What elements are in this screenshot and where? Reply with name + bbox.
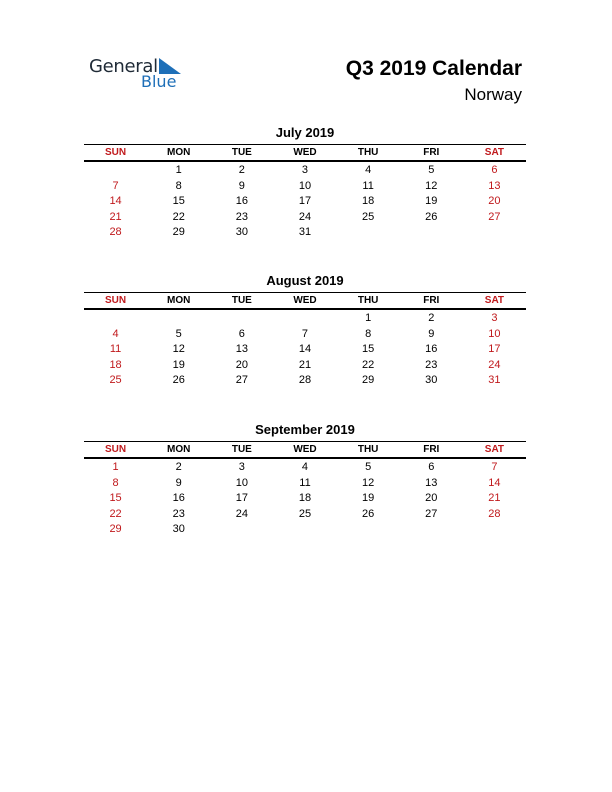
day-cell: 23 xyxy=(235,210,248,223)
day-cell: 14 xyxy=(109,195,122,207)
day-cell: 9 xyxy=(175,476,182,489)
day-cell: 18 xyxy=(109,358,122,371)
day-cell: 27 xyxy=(235,374,248,386)
weekday-label: TUE xyxy=(231,444,252,455)
day-cell xyxy=(210,311,273,327)
day-cell: 19 xyxy=(362,492,375,504)
day-cell xyxy=(463,225,526,241)
day-cell: 23 xyxy=(172,507,185,520)
day-cell xyxy=(210,522,273,538)
day-cell: 24 xyxy=(488,358,501,371)
day-cell: 11 xyxy=(109,343,122,355)
day-cell: 2 xyxy=(238,164,245,176)
day-cell xyxy=(147,311,210,327)
day-cell xyxy=(400,522,463,538)
day-cell: 2 xyxy=(428,312,435,324)
day-cell: 24 xyxy=(298,210,312,223)
week-row xyxy=(84,522,526,538)
logo-blue-text: Blue xyxy=(141,72,177,91)
day-grid xyxy=(84,162,526,241)
day-grid xyxy=(84,310,526,389)
day-cell: 10 xyxy=(488,327,501,340)
week-row xyxy=(84,225,526,241)
week-row xyxy=(84,210,526,226)
day-cell: 8 xyxy=(112,476,119,489)
weekday-label: FRI xyxy=(423,295,440,306)
day-cell: 8 xyxy=(365,327,372,340)
day-cell: 24 xyxy=(235,507,248,520)
day-cell: 3 xyxy=(301,164,309,176)
day-cell xyxy=(400,225,463,241)
day-cell: 19 xyxy=(172,358,185,371)
day-grid xyxy=(84,459,526,538)
day-cell: 30 xyxy=(425,374,438,386)
weekday-label: FRI xyxy=(423,147,440,158)
day-cell: 28 xyxy=(109,226,122,238)
day-cell: 27 xyxy=(488,210,501,223)
weekday-label: TUE xyxy=(231,295,252,306)
day-cell: 25 xyxy=(362,210,375,223)
day-cell: 25 xyxy=(298,507,312,520)
weekday-label: SAT xyxy=(484,295,505,306)
calendar-title: Q3 2019 Calendar xyxy=(345,57,522,80)
day-cell xyxy=(84,311,147,327)
day-cell: 28 xyxy=(298,374,312,386)
week-row xyxy=(84,373,526,389)
day-cell: 12 xyxy=(425,179,438,192)
week-row xyxy=(84,163,526,179)
day-cell xyxy=(463,522,526,538)
weekday-label: SAT xyxy=(484,147,505,158)
day-cell: 22 xyxy=(362,358,375,371)
weekday-header xyxy=(84,145,526,160)
day-cell: 9 xyxy=(238,179,245,192)
weekday-header xyxy=(84,442,526,457)
weekday-label: THU xyxy=(357,147,379,158)
day-cell: 16 xyxy=(425,343,438,355)
day-cell: 15 xyxy=(172,195,185,207)
day-cell: 21 xyxy=(298,358,312,371)
day-cell: 5 xyxy=(175,327,182,340)
day-cell: 7 xyxy=(301,327,309,340)
day-cell: 17 xyxy=(235,492,248,504)
day-cell: 16 xyxy=(235,195,248,207)
day-cell: 29 xyxy=(172,226,185,238)
day-cell: 1 xyxy=(365,312,372,324)
weekday-label: SAT xyxy=(484,444,505,455)
week-row xyxy=(84,460,526,476)
day-cell: 14 xyxy=(488,476,501,489)
day-cell: 29 xyxy=(362,374,375,386)
weekday-header xyxy=(84,293,526,308)
day-cell: 16 xyxy=(172,492,185,504)
day-cell: 22 xyxy=(109,507,122,520)
day-cell: 11 xyxy=(299,476,311,489)
day-cell xyxy=(84,163,147,179)
country-name: Norway xyxy=(464,85,522,104)
day-cell: 7 xyxy=(112,179,119,192)
day-cell: 26 xyxy=(425,210,438,223)
day-cell: 23 xyxy=(425,358,438,371)
day-cell: 21 xyxy=(488,492,501,504)
day-cell: 20 xyxy=(235,358,248,371)
week-row xyxy=(84,194,526,210)
day-cell: 6 xyxy=(491,164,498,176)
weekday-label: MON xyxy=(167,295,191,306)
weekday-label: SUN xyxy=(105,444,127,455)
day-cell: 12 xyxy=(362,476,375,489)
weekday-label: WED xyxy=(293,147,317,158)
month-title: August 2019 xyxy=(266,273,344,288)
month-block-september xyxy=(84,422,526,538)
month-title: July 2019 xyxy=(275,125,335,140)
day-cell: 12 xyxy=(172,343,185,355)
month-title: September 2019 xyxy=(255,422,355,437)
week-row xyxy=(84,311,526,327)
day-cell: 26 xyxy=(172,374,185,386)
day-cell: 1 xyxy=(112,461,119,473)
day-cell: 26 xyxy=(362,507,375,520)
weekday-label: SUN xyxy=(105,147,127,158)
day-cell: 4 xyxy=(301,461,309,473)
day-cell: 4 xyxy=(365,164,372,176)
week-row xyxy=(84,507,526,523)
weekday-label: MON xyxy=(167,444,191,455)
logo-general-text: General xyxy=(89,56,158,77)
day-cell: 2 xyxy=(175,461,182,473)
weekday-label: FRI xyxy=(423,444,440,455)
week-row xyxy=(84,491,526,507)
day-cell: 31 xyxy=(298,226,312,238)
week-row xyxy=(84,179,526,195)
day-cell: 4 xyxy=(112,327,119,340)
day-cell: 7 xyxy=(491,461,498,473)
weekday-label: WED xyxy=(293,444,317,455)
day-cell: 5 xyxy=(365,461,372,473)
day-cell: 10 xyxy=(298,179,312,192)
weekday-label: WED xyxy=(293,295,317,306)
day-cell: 20 xyxy=(425,492,438,504)
weekday-label: THU xyxy=(357,295,379,306)
day-cell: 13 xyxy=(488,179,501,192)
day-cell: 18 xyxy=(362,195,375,207)
weekday-label: MON xyxy=(167,147,191,158)
day-cell: 29 xyxy=(109,523,122,535)
day-cell: 9 xyxy=(428,327,435,340)
week-row xyxy=(84,342,526,358)
day-cell: 5 xyxy=(428,164,435,176)
day-cell: 3 xyxy=(238,461,245,473)
weekday-label: SUN xyxy=(105,295,127,306)
day-cell xyxy=(337,522,400,538)
day-cell: 1 xyxy=(175,164,182,176)
day-cell: 14 xyxy=(298,343,312,355)
day-cell: 17 xyxy=(488,343,501,355)
day-cell: 22 xyxy=(172,210,185,223)
day-cell: 13 xyxy=(425,476,438,489)
day-cell: 20 xyxy=(488,195,501,207)
day-cell xyxy=(273,522,336,538)
day-cell: 19 xyxy=(425,195,438,207)
day-cell: 3 xyxy=(491,312,498,324)
day-cell: 21 xyxy=(109,210,122,223)
day-cell: 31 xyxy=(488,374,501,386)
week-row xyxy=(84,358,526,374)
day-cell: 30 xyxy=(172,523,185,535)
day-cell: 18 xyxy=(298,492,312,504)
day-cell: 10 xyxy=(235,476,248,489)
day-cell: 6 xyxy=(238,327,245,340)
weekday-label: THU xyxy=(357,444,379,455)
day-cell: 6 xyxy=(428,461,435,473)
day-cell: 30 xyxy=(235,226,248,238)
day-cell: 11 xyxy=(362,179,374,192)
month-block-august xyxy=(84,273,526,389)
day-cell: 13 xyxy=(235,343,248,355)
weekday-label: TUE xyxy=(231,147,252,158)
week-row xyxy=(84,476,526,492)
day-cell xyxy=(273,311,336,327)
day-cell: 15 xyxy=(109,492,122,504)
day-cell: 28 xyxy=(488,507,501,520)
day-cell: 8 xyxy=(175,179,182,192)
month-block-july xyxy=(84,125,526,241)
day-cell: 27 xyxy=(425,507,438,520)
day-cell: 15 xyxy=(362,343,375,355)
week-row xyxy=(84,327,526,343)
day-cell xyxy=(337,225,400,241)
day-cell: 17 xyxy=(298,195,312,207)
logo xyxy=(89,56,199,96)
day-cell: 25 xyxy=(109,374,122,386)
